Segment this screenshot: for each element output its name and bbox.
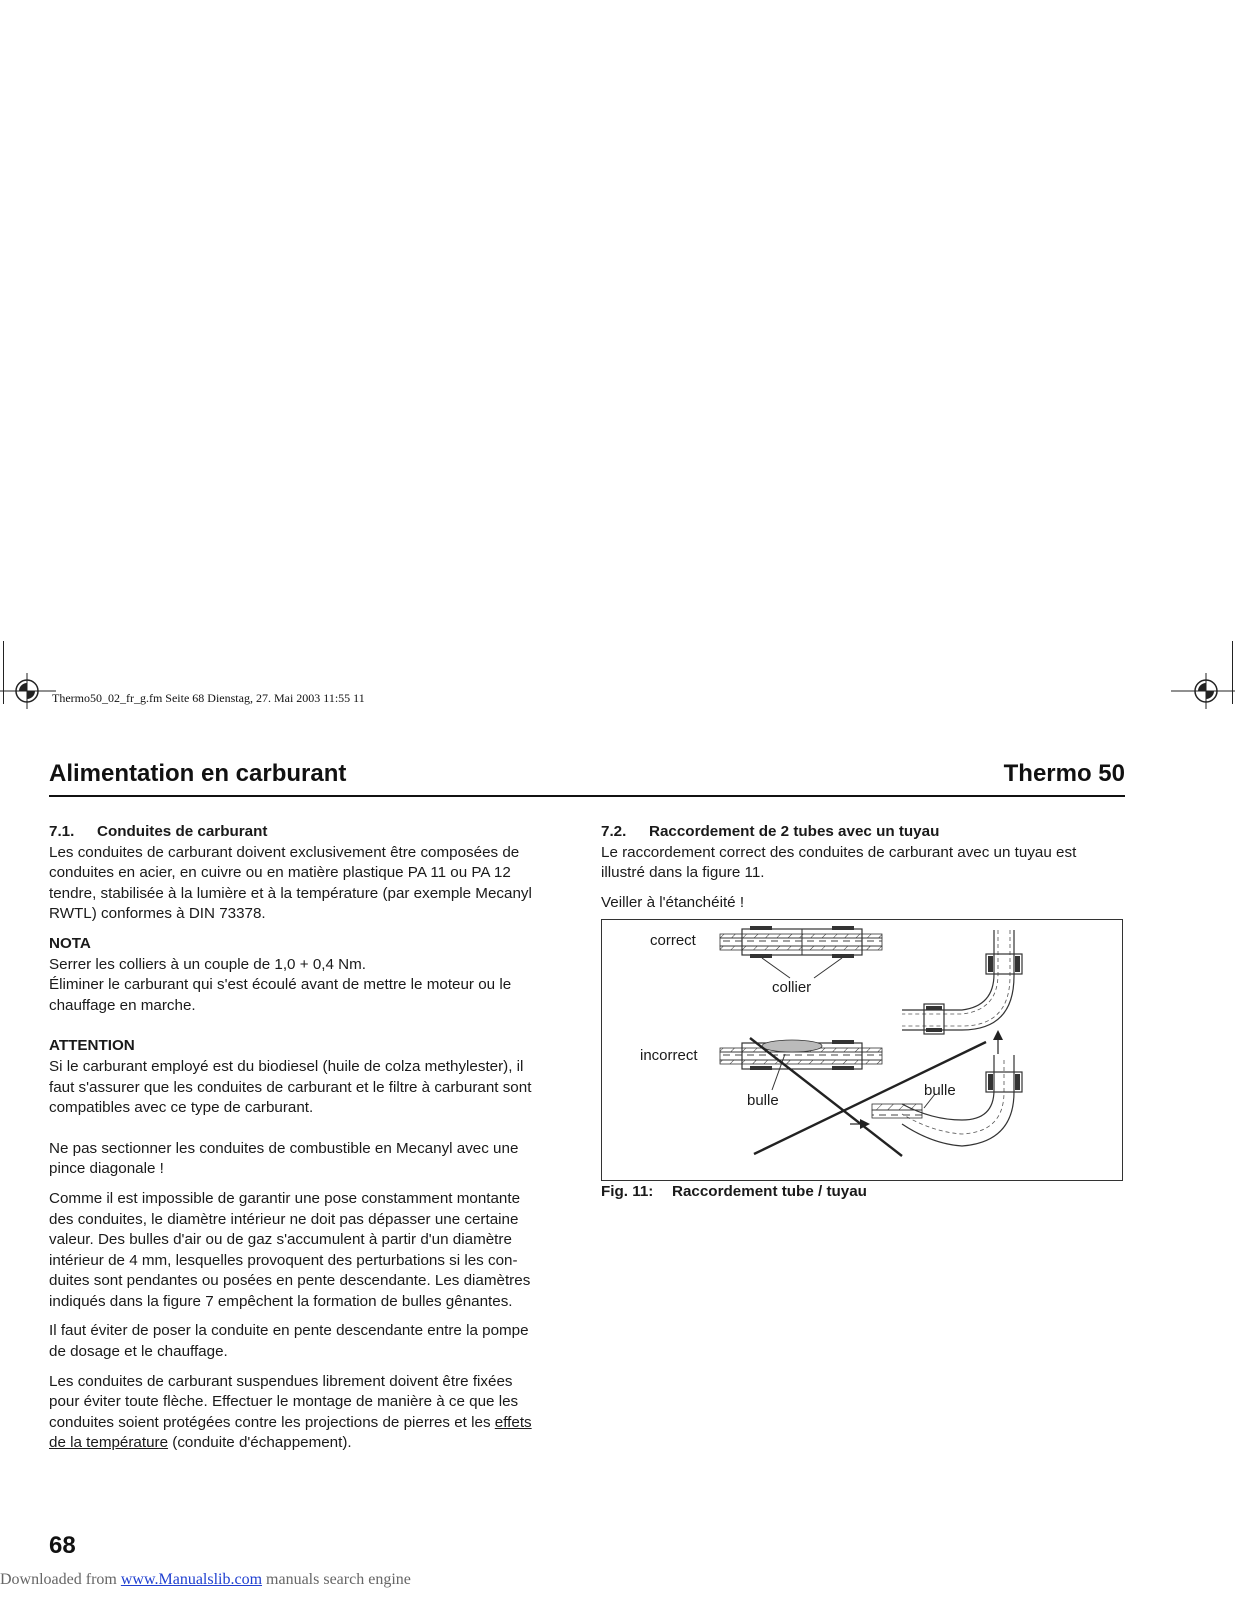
text-line: Comme il est impossible de garantir une pose constamment montante [49,1189,521,1207]
text-line: Il faut éviter de poser la conduite en pente descendante entre la pompe [49,1322,529,1340]
section-7-2-body [601,843,1125,884]
figure-title: Raccordement tube / tuyau [672,1183,867,1200]
text-line: de dosage et le chauffage. [49,1343,228,1361]
footer-prefix: Downloaded from [0,1571,121,1588]
text-line: intérieur de 4 mm, lesquelles provoquent des perturbations si les con- [49,1251,518,1269]
download-footer [0,1571,411,1589]
text-line: indiqués dans la figure 7 empêchent la formation de bulles gênantes. [49,1292,513,1310]
text-line: illustré dans la figure 11. [601,864,765,882]
sealing-note: Veiller à l'étanchéité ! [601,893,745,911]
temperature-effects-link-cont[interactable]: de la température [49,1434,169,1452]
label-collier: collier [772,979,812,996]
label-bulle-right: bulle [924,1082,956,1099]
text-line: Les conduites de carburant doivent exclusivement être composées de [49,843,520,861]
section-7-1-heading [49,822,569,843]
figure-caption [601,1183,867,1200]
section-title: Raccordement de 2 tubes avec un tuyau [649,823,940,840]
section-7-1-body [49,843,569,925]
text-line: pince diagonale ! [49,1160,164,1178]
text-line: (conduite d'échappement). [168,1434,352,1452]
attention-heading: ATTENTION [49,1037,135,1055]
text-line: Le raccordement correct des conduites de carburant avec un tuyau est [601,843,1077,861]
text-line: tendre, stabilisée à la lumière et à la température (par exemple Mecanyl [49,884,532,902]
text-line: duites sont pendantes ou posées en pente descendante. Les diamètres [49,1272,531,1290]
label-correct: correct [650,932,696,949]
label-incorrect: incorrect [640,1047,698,1064]
manualslib-link[interactable]: www.Manualslib.com [120,1571,263,1588]
nota-heading: NOTA [49,934,91,952]
registration-mark-left-icon [0,673,56,709]
left-column [49,822,569,1454]
label-bulle-left: bulle [747,1092,779,1109]
text-line: Serrer les colliers à un couple de 1,0 + 0,4 Nm. [49,955,366,973]
text-line: Si le carburant employé est du biodiesel (huile de colza methylester), il [49,1057,524,1075]
section-7-2-heading [601,822,1125,843]
paragraph-suspended-lines [49,1372,569,1454]
attention-body [49,1057,569,1119]
section-number: 7.1. [49,823,75,840]
incorrect-straight-joint [720,1040,882,1090]
text-line: Ne pas sectionner les conduites de combustible en Mecanyl avec une [49,1139,519,1157]
correct-elbow [902,930,1022,1034]
text-line: des conduites, le diamètre intérieur ne doit pas dépasser une certaine [49,1210,519,1228]
text-line: compatibles avec ce type de carburant. [49,1099,314,1117]
paragraph-slope [49,1321,569,1362]
paragraph-diameter [49,1189,569,1313]
nota-body [49,955,569,1017]
temperature-effects-link[interactable]: effets [494,1413,532,1431]
text-line: chauffage en marche. [49,996,196,1014]
header-rule [49,795,1125,797]
page-number: 68 [49,1532,76,1559]
right-column [601,822,1125,913]
text-line: pour éviter toute flèche. Effectuer le montage de manière à ce que les [49,1393,519,1411]
text-line: valeur. Des bulles d'air ou de gaz s'accumulent à partir d'un diamètre [49,1231,512,1249]
correct-straight-joint [720,926,882,978]
figure-number: Fig. 11: [601,1183,654,1200]
framemaker-header: Thermo50_02_fr_g.fm Seite 68 Dienstag, 27. Mai 2003 11:55 11 [52,691,365,705]
registration-mark-right-icon [1171,673,1235,709]
footer-suffix: manuals search engine [262,1571,411,1588]
section-number: 7.2. [601,823,627,840]
section-title: Conduites de carburant [97,823,268,840]
text-line: RWTL) conformes à DIN 73378. [49,905,266,923]
text-line: Éliminer le carburant qui s'est écoulé avant de mettre le moteur ou le [49,976,512,994]
paragraph-mecanyl [49,1139,569,1180]
chapter-title: Alimentation en carburant [49,760,347,787]
text-line: conduites soient protégées contre les projections de pierres et les [49,1413,495,1431]
text-line: Les conduites de carburant suspendues librement doivent être fixées [49,1372,513,1390]
figure-11 [601,919,1123,1181]
product-name: Thermo 50 [1003,760,1125,787]
text-line: faut s'assurer que les conduites de carburant et le filtre à carburant sont [49,1078,532,1096]
text-line: conduites en acier, en cuivre ou en matière plastique PA 11 ou PA 12 [49,864,511,882]
